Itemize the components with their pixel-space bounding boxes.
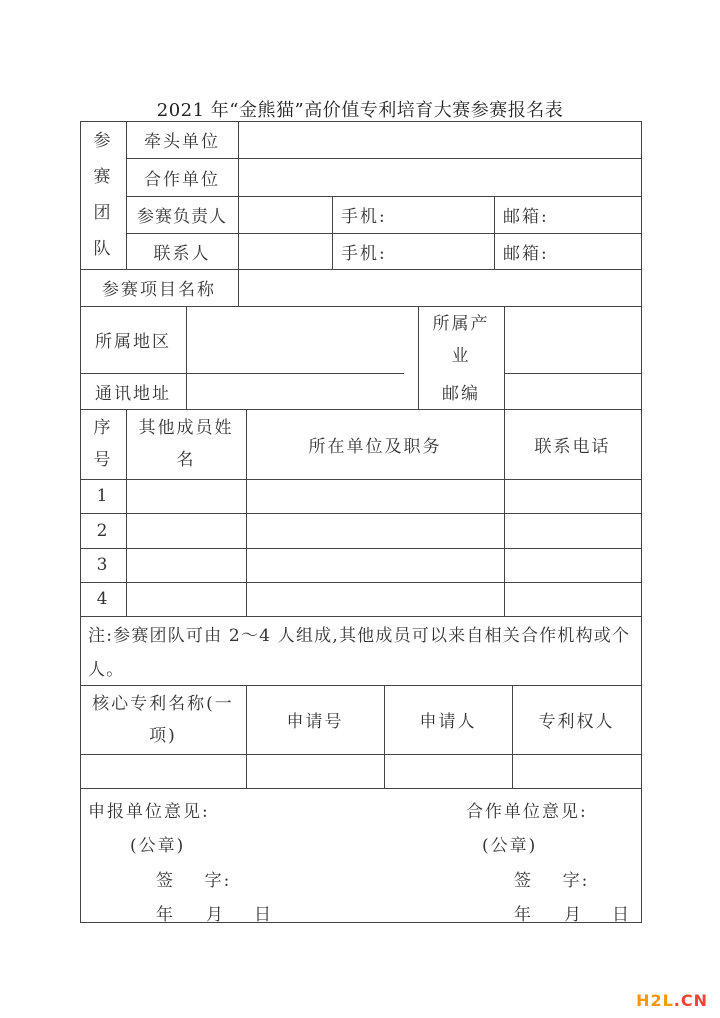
applicant-header: 申请人 — [419, 712, 477, 732]
table-border-right — [641, 121, 642, 923]
lead-unit-label: 牵头单位 — [144, 132, 220, 152]
row-divider — [80, 788, 642, 789]
member-name-field[interactable] — [127, 479, 246, 513]
member-row-number: 4 — [96, 589, 110, 609]
row-divider — [80, 616, 642, 617]
member-phone-field[interactable] — [505, 548, 641, 582]
member-position-header: 所在单位及职务 — [308, 436, 442, 457]
member-phone-field[interactable] — [505, 479, 641, 513]
applicant-date-day: 日 — [254, 905, 273, 925]
patent-owner-field[interactable] — [513, 754, 641, 788]
applicant-date-month: 月 — [206, 905, 225, 925]
region-field[interactable] — [187, 306, 418, 373]
contact-phone-label: 手机: — [341, 243, 387, 264]
industry-field[interactable] — [505, 306, 641, 373]
postcode-field[interactable] — [505, 373, 641, 409]
member-row-number: 2 — [96, 520, 110, 541]
partner-seal-label: (公章) — [482, 836, 538, 856]
applicant-unit-opinion-label: 申报单位意见: — [88, 802, 210, 822]
partner-unit-opinion-label: 合作单位意见: — [466, 802, 588, 822]
industry-label: 所属产 业 — [432, 313, 490, 366]
partner-date-year: 年 — [514, 905, 533, 925]
team-size-note: 注:参赛团队可由 2～4 人组成,其他成员可以来自相关合作机构或个人。 — [88, 626, 631, 680]
region-label: 所属地区 — [95, 332, 171, 352]
member-phone-header: 联系电话 — [534, 436, 611, 457]
project-name-label: 参赛项目名称 — [102, 280, 216, 300]
leader-phone-label: 手机: — [341, 207, 387, 227]
member-name-header: 其他成员姓 名 — [138, 418, 234, 470]
partner-signature-label: 签 字: — [514, 871, 590, 891]
application-number-field[interactable] — [247, 754, 384, 788]
lead-unit-field[interactable] — [239, 121, 641, 158]
team-group-label: 参 赛 团 队 — [93, 131, 113, 259]
member-name-field[interactable] — [127, 513, 246, 548]
member-position-field[interactable] — [247, 513, 504, 548]
address-field[interactable] — [187, 373, 418, 409]
registration-form-table — [80, 121, 642, 923]
leader-name-field[interactable] — [239, 196, 332, 233]
member-row-number: 3 — [96, 555, 110, 575]
form-title: 2021 年“金熊猫”高价值专利培育大赛参赛报名表 — [156, 100, 564, 121]
member-position-field[interactable] — [247, 548, 504, 582]
partner-date-day: 日 — [612, 905, 631, 925]
member-phone-field[interactable] — [505, 582, 641, 616]
application-number-header: 申请号 — [286, 712, 344, 732]
member-position-field[interactable] — [247, 479, 504, 513]
leader-email-label: 邮箱: — [503, 207, 549, 227]
core-patent-name-field[interactable] — [81, 754, 246, 788]
partner-unit-label: 合作单位 — [144, 169, 220, 190]
member-name-field[interactable] — [127, 548, 246, 582]
leader-label: 参赛负责人 — [137, 207, 227, 227]
contact-email-label: 邮箱: — [503, 243, 549, 264]
contact-label: 联系人 — [153, 243, 211, 264]
seq-header: 序 号 — [93, 418, 113, 470]
member-name-field[interactable] — [127, 582, 246, 616]
patent-owner-header: 专利权人 — [538, 712, 615, 732]
applicant-field[interactable] — [385, 754, 512, 788]
member-row-number: 1 — [96, 486, 110, 506]
applicant-date-year: 年 — [156, 905, 175, 925]
contact-name-field[interactable] — [239, 233, 332, 269]
site-watermark: H2L.CN — [636, 991, 708, 1010]
postcode-label: 邮编 — [442, 383, 480, 404]
member-phone-field[interactable] — [505, 513, 641, 548]
applicant-signature-label: 签 字: — [156, 871, 232, 891]
partner-date-month: 月 — [564, 905, 583, 925]
core-patent-name-header: 核心专利名称(一 项) — [92, 693, 234, 746]
applicant-seal-label: (公章) — [130, 836, 186, 856]
member-position-field[interactable] — [247, 582, 504, 616]
address-label: 通讯地址 — [95, 383, 171, 404]
partner-unit-field[interactable] — [239, 158, 641, 196]
project-name-field[interactable] — [239, 269, 641, 306]
